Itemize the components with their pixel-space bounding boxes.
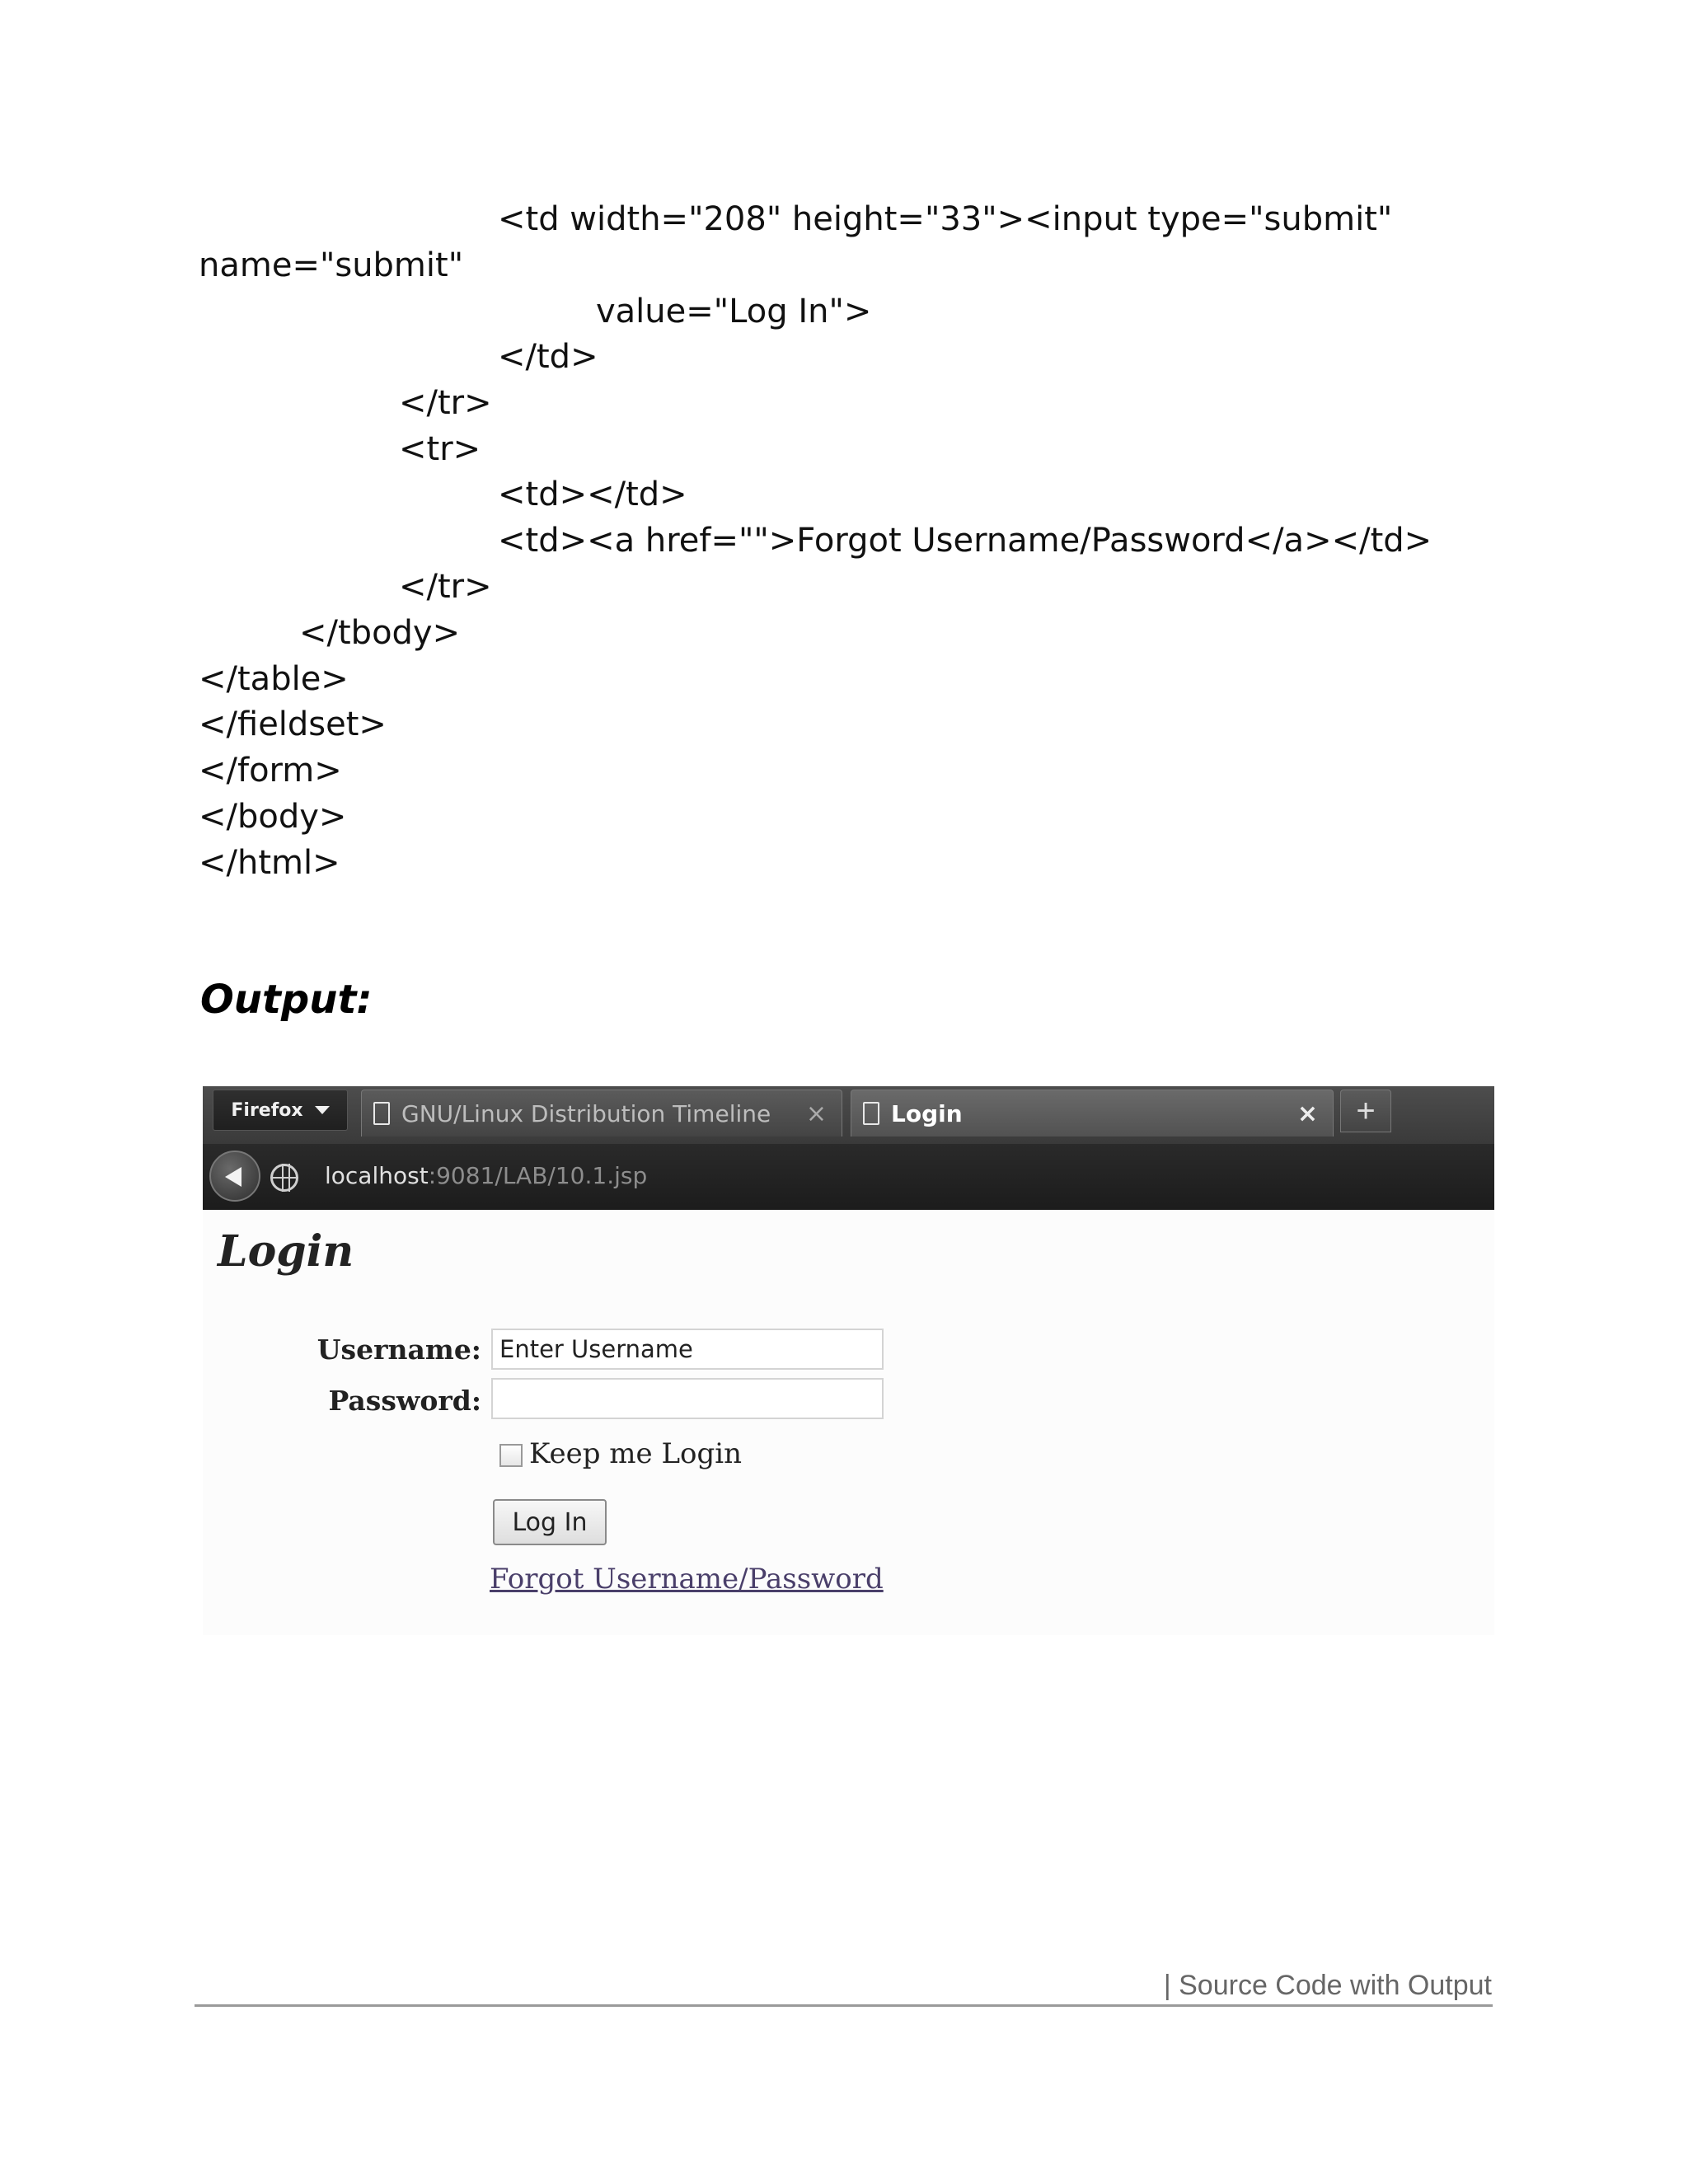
close-icon[interactable]: × (805, 1099, 827, 1128)
nav-bar (203, 1144, 1494, 1210)
close-icon[interactable]: × (1296, 1099, 1318, 1128)
url-host: localhost (325, 1162, 429, 1189)
code-line: </tr> (399, 384, 492, 422)
keep-login-checkbox[interactable] (499, 1444, 523, 1467)
globe-icon (270, 1164, 298, 1192)
address-bar[interactable] (325, 1162, 647, 1189)
code-line: <td><a href="">Forgot Username/Password</a></td> (498, 522, 1432, 560)
code-line: </table> (199, 660, 349, 698)
forgot-password-link[interactable]: Forgot Username/Password (490, 1563, 884, 1596)
login-heading: Login (218, 1226, 354, 1277)
login-button[interactable]: Log In (493, 1499, 607, 1545)
code-line: </body> (199, 798, 347, 836)
firefox-menu-button[interactable] (213, 1090, 348, 1131)
password-field[interactable] (491, 1378, 884, 1419)
code-line: </html> (199, 844, 340, 882)
firefox-menu-label: Firefox (231, 1099, 303, 1121)
tab-bar (203, 1086, 1494, 1144)
footer-divider (195, 2004, 1493, 2007)
back-arrow-icon[interactable] (209, 1151, 260, 1202)
tab-login[interactable] (851, 1090, 1334, 1137)
code-line: <td width="208" height="33"><input type="submit" (498, 200, 1393, 238)
code-line: </form> (199, 752, 342, 790)
page-icon (863, 1102, 879, 1125)
browser-screenshot (203, 1086, 1494, 1635)
code-line: </tr> (399, 568, 492, 606)
username-field[interactable]: Enter Username (491, 1329, 884, 1370)
tab-label: Login (891, 1099, 963, 1127)
username-label: Username: (316, 1333, 481, 1366)
code-line: </fieldset> (199, 705, 387, 743)
output-heading: Output: (200, 977, 373, 1023)
footer-caption: | Source Code with Output (1163, 1970, 1492, 2001)
code-line: value="Log In"> (596, 293, 872, 330)
password-label: Password: (328, 1385, 481, 1417)
tab-gnu-linux-timeline[interactable] (361, 1090, 842, 1137)
page-icon (373, 1102, 390, 1125)
code-line: <tr> (399, 430, 481, 468)
new-tab-button[interactable]: + (1340, 1090, 1391, 1132)
chevron-down-icon (315, 1106, 330, 1114)
url-path: :9081/LAB/10.1.jsp (428, 1162, 648, 1189)
code-line: </tbody> (299, 614, 461, 652)
keep-login-label: Keep me Login (529, 1437, 743, 1470)
code-line: <td></td> (498, 476, 687, 513)
code-line: </td> (498, 338, 598, 376)
tab-label: GNU/Linux Distribution Timeline (401, 1099, 771, 1127)
code-line: name="submit" (199, 246, 464, 284)
